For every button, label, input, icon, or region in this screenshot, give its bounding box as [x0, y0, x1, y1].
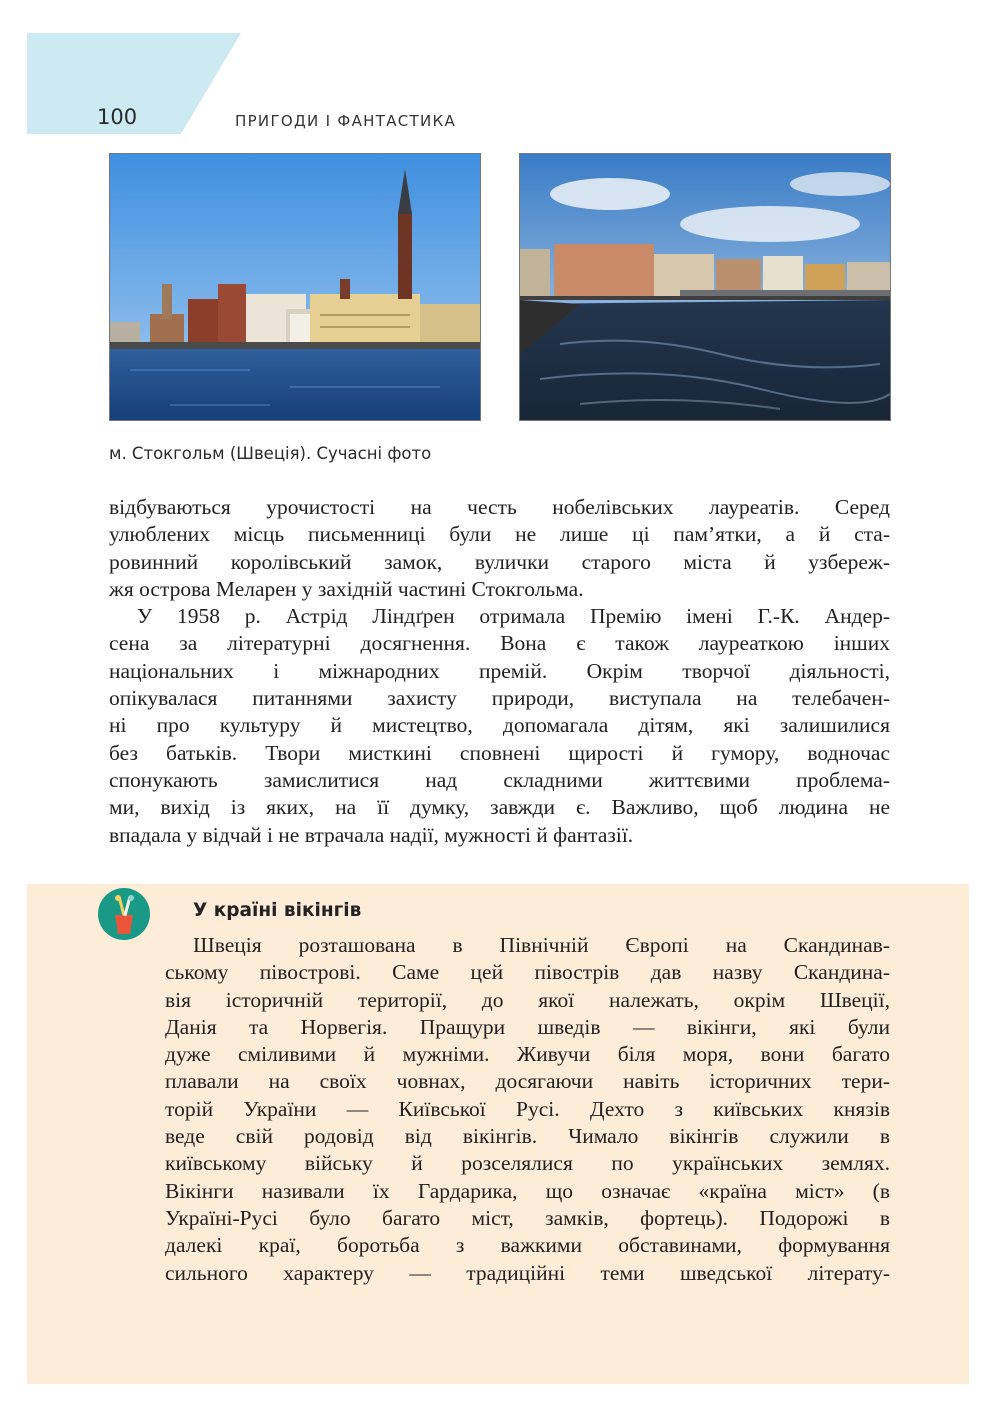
paintbrush-pot-icon [98, 888, 150, 940]
body-text [109, 494, 890, 849]
info-box-text [165, 932, 890, 1287]
body-line: спонукають замислитися над складними життєвими проблема- [109, 767, 890, 792]
body-line: без батьків. Твори мисткині сповнені щирості й гумору, водночас [109, 740, 890, 765]
section-title: ПРИГОДИ І ФАНТАСТИКА [235, 112, 457, 130]
body-line: впадала у відчай і не втрачала надії, мужності й фантазії. [109, 822, 634, 847]
body-line: улюблених місць письменниці були не лише ці пам’ятки, а й ста- [109, 522, 890, 547]
body-line: ровинний королівський замок, вулички старого міста й узбереж- [109, 549, 890, 574]
info-line: далекі краї, боротьба з важкими обставинами, формування [165, 1233, 890, 1258]
info-line: плавали на своїх човнах, досягаючи навіть історичних тери- [165, 1069, 890, 1094]
body-line: національних і міжнародних премій. Окрім творчої діяльності, [109, 658, 890, 683]
info-line: сильного характеру — традиційні теми шведської літерату- [165, 1260, 890, 1285]
info-line: Данія та Норвегія. Пращури шведів — вікінги, які були [165, 1014, 890, 1039]
info-line: київському війську й розселялися по українських землях. [165, 1151, 890, 1176]
body-line: опікувалася питаннями захисту природи, виступала на телебачен- [109, 686, 890, 711]
body-line: жя острова Меларен у західній частині Стокгольма. [109, 576, 584, 601]
info-line: Швеція розташована в Північній Європі на Скандинав- [193, 933, 890, 957]
body-line: відбуваються урочистості на честь нобелівських лауреатів. Серед [109, 495, 890, 519]
body-line: ми, вихід із яких, на її думку, завжди є. Важливо, щоб людина не [109, 795, 890, 820]
body-line: У 1958 р. Астрід Ліндґрен отримала Премію імені Г.-К. Андер- [137, 604, 890, 629]
info-line: дуже сміливими й мужніми. Живучи біля моря, вони багато [165, 1042, 890, 1067]
photo-waterfront [519, 153, 891, 421]
body-line: сена за літературні досягнення. Вона є також лауреаткою інших [109, 631, 890, 656]
info-line: веде свій родовід від вікінгів. Чимало вікінгів служили в [165, 1124, 890, 1149]
page-number: 100 [97, 105, 138, 129]
info-line: Вікінги називали їх Гардарика, що означає «країна міст» (в [165, 1178, 890, 1203]
info-box-title: У країні вікінгів [193, 900, 362, 921]
info-line: Україні-Русі було багато міст, замків, фортець). Подорожі в [165, 1205, 890, 1230]
info-line: ському півострові. Саме цей півострів дав назву Скандина- [165, 960, 890, 985]
body-line: ні про культуру й мистецтво, допомагала дітям, які залишилися [109, 713, 890, 738]
photo-riddarholmen [109, 153, 481, 421]
info-line: торій України — Київської Русі. Дехто з київських князів [165, 1096, 890, 1121]
photo-caption: м. Стокгольм (Швеція). Сучасні фото [109, 444, 432, 463]
info-line: вія історичній території, до якої належать, окрім Швеції, [165, 987, 890, 1012]
